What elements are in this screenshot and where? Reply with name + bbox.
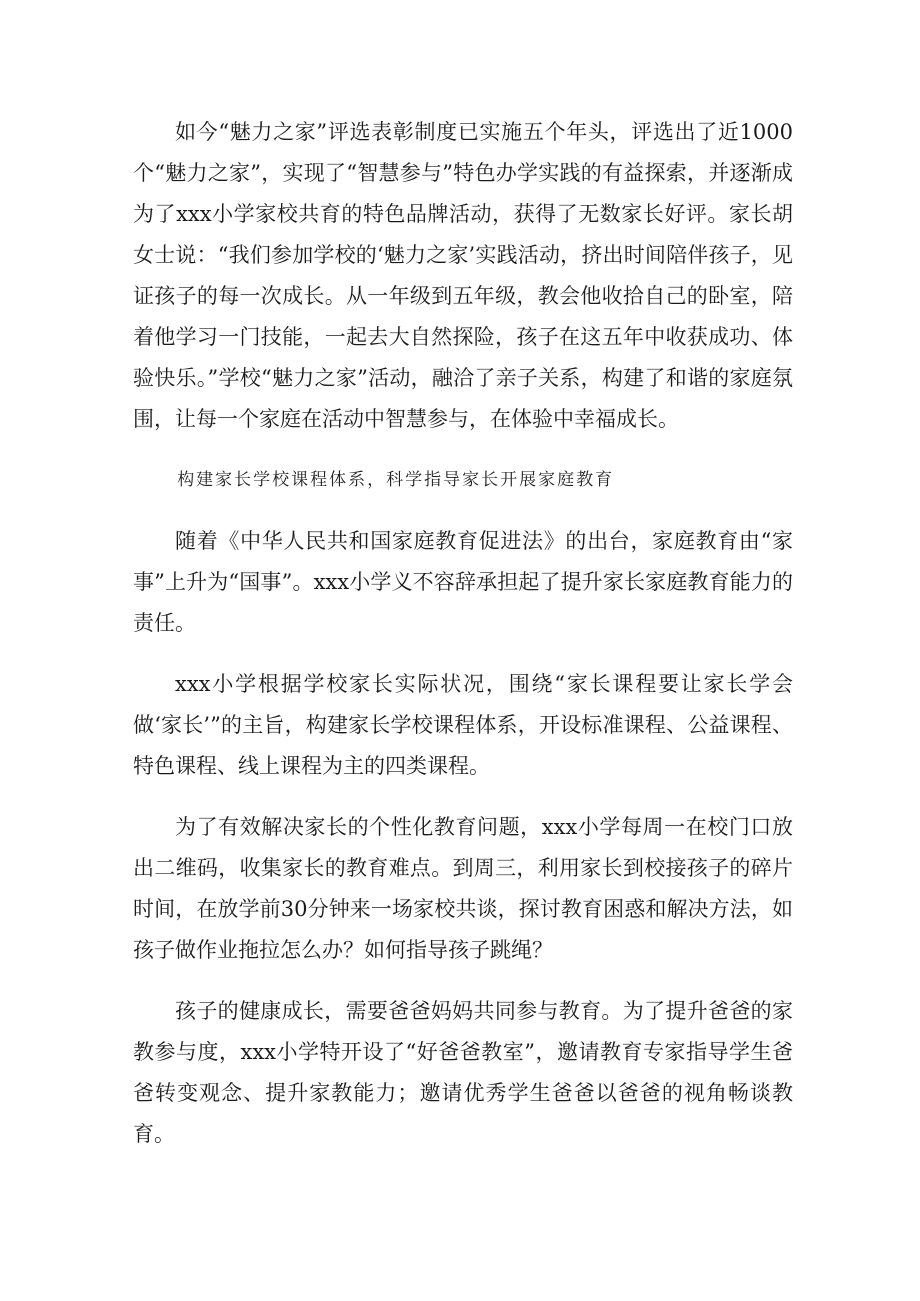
- section-heading: 构建家长学校课程体系，科学指导家长开展家庭教育: [177, 470, 615, 490]
- paragraph-parent-school-curriculum: xxx小学根据学校家长实际状况，围绕“家长课程要让家长学会做‘家长’”的主旨，构建家长学校课程体系，开设标准课程、公益课程、特色课程、线上课程为主的四类课程。: [133, 672, 793, 778]
- paragraph-personalized-education: 为了有效解决家长的个性化教育问题，xxx小学每周一在校门口放出二维码，收集家长的教育难点。到周三，利用家长到校接孩子的碎片时间，在放学前30分钟来一场家校共谈，探讨教育困惑和解决方法，如孩子做作业拖拉怎么办？如何指导孩子跳绳？: [133, 815, 793, 962]
- paragraph-charm-family: 如今“魅力之家”评选表彰制度已实施五个年头，评选出了近1000个“魅力之家”，实现了“智慧参与”特色办学实践的有益探索，并逐渐成为了xxx小学家校共育的特色品牌活动，获得了无数家长好评。家长胡女士说：“我们参加学校的‘魅力之家’实践活动，挤出时间陪伴孩子，见证孩子的每一次成长。从一年级到五年级，教会他收拾自己的卧室，陪着他学习一门技能，一起去大自然探险，孩子在这五年中收获成功、体验快乐。”学校“魅力之家”活动，融洽了亲子关系，构建了和谐的家庭氛围，让每一个家庭在活动中智慧参与，在体验中幸福成长。: [133, 120, 793, 431]
- document-body: [133, 112, 793, 1175]
- paragraph-family-education-law: 随着《中华人民共和国家庭教育促进法》的出台，家庭教育由“家事”上升为“国事”。xxx小学义不容辞承担起了提升家长家庭教育能力的责任。: [133, 529, 793, 635]
- paragraph-good-dad-classroom: 孩子的健康成长，需要爸爸妈妈共同参与教育。为了提升爸爸的家教参与度，xxx小学特开设了“好爸爸教室”，邀请教育专家指导学生爸爸转变观念、提升家教能力；邀请优秀学生爸爸以爸爸的视角畅谈教育。: [133, 999, 793, 1146]
